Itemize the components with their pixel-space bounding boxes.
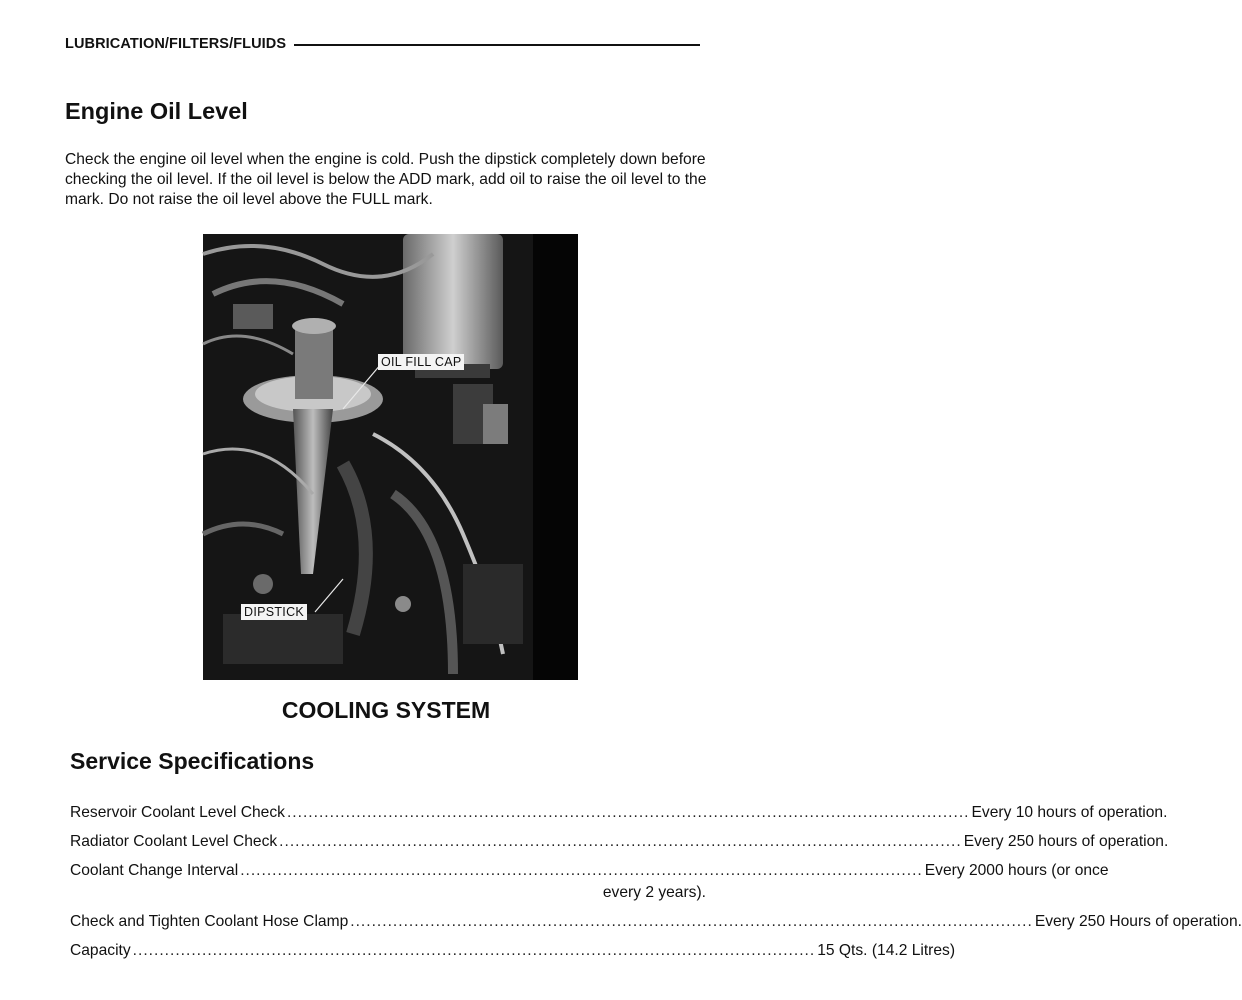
dot-leader: ................................................................................................................................ — [350, 913, 1033, 930]
spec-label: Coolant Change Interval — [70, 862, 239, 879]
header-rule — [294, 44, 700, 46]
dipstick-callout: DIPSTICK — [241, 604, 307, 620]
spec-row — [70, 832, 1169, 852]
spec-label: Check and Tighten Coolant Hose Clamp — [70, 913, 349, 930]
spec-value: 15 Qts. (14.2 Litres) — [817, 942, 956, 959]
spec-row — [70, 803, 1168, 823]
spec-row — [70, 941, 956, 961]
dot-leader: ................................................................................................................................ — [240, 862, 923, 879]
spec-value: Every 10 hours of operation. — [971, 804, 1168, 821]
cooling-system-title: COOLING SYSTEM — [281, 697, 491, 723]
dot-leader: ................................................................................................................................ — [279, 833, 962, 850]
spec-value: Every 250 Hours of operation. — [1034, 913, 1242, 930]
engine-photo — [203, 234, 578, 680]
oil-fill-cap-callout: OIL FILL CAP — [378, 354, 464, 370]
spec-row — [70, 861, 1109, 881]
service-specifications-heading: Service Specifications — [70, 748, 315, 774]
section-header-title: LUBRICATION/FILTERS/FLUIDS — [65, 36, 287, 52]
dot-leader: ................................................................................................................................ — [286, 804, 970, 821]
engine-oil-instructions: Check the engine oil level when the engine is cold. Push the dipstick completely down before checking the oil level. If the oil level is below the ADD mark, add oil to raise the oil level to the mark. Do not raise the oil level above the FULL mark. — [65, 151, 707, 208]
dot-leader: ................................................................................................................................ — [132, 942, 816, 959]
spec-label: Radiator Coolant Level Check — [70, 833, 278, 850]
spec-value: Every 250 hours of operation. — [963, 833, 1169, 850]
spec-row-continuation — [70, 883, 706, 903]
page-header — [65, 36, 700, 52]
spec-label: Reservoir Coolant Level Check — [70, 804, 285, 821]
service-specifications-list — [70, 803, 1242, 970]
engine-oil-heading: Engine Oil Level — [65, 98, 248, 124]
spec-label: Capacity — [70, 942, 131, 959]
spec-value-continuation: every 2 years). — [602, 884, 706, 901]
spec-value: Every 2000 hours (or once — [924, 862, 1109, 879]
spec-row — [70, 912, 1242, 932]
